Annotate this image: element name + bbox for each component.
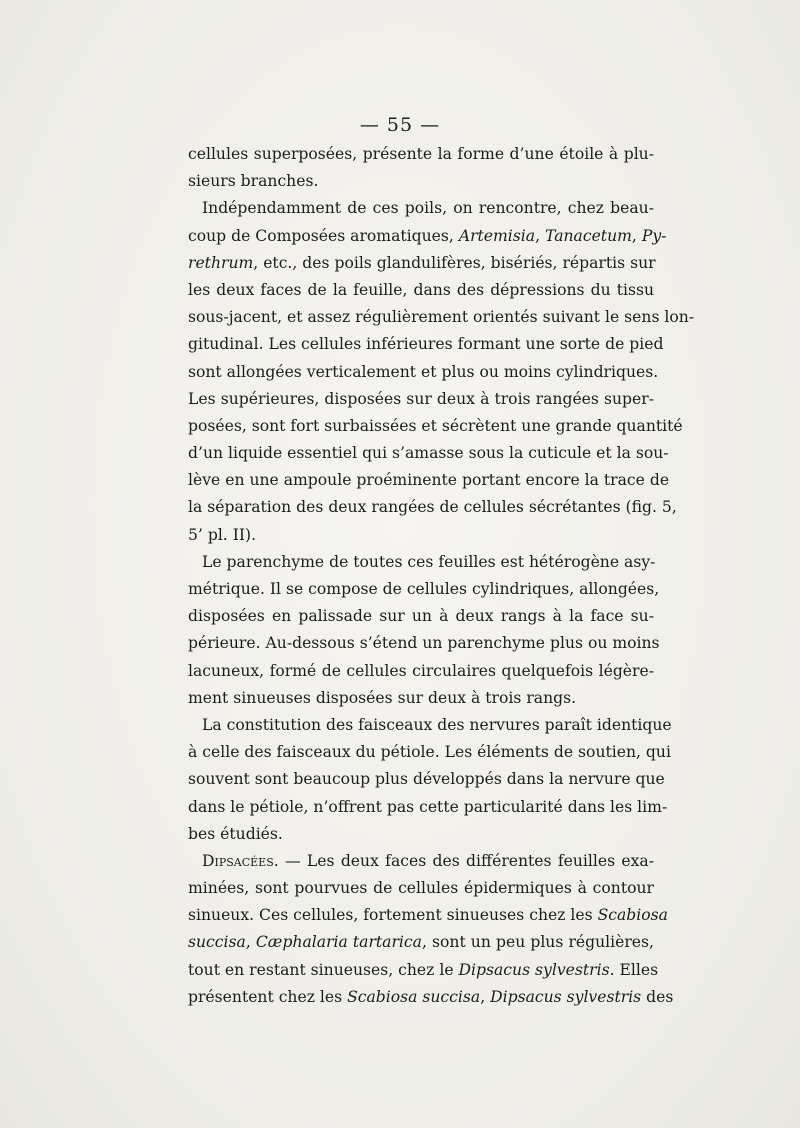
text-run: coup de Composées aromatiques, bbox=[188, 226, 459, 245]
body-text bbox=[188, 141, 695, 1011]
text-line bbox=[188, 902, 668, 929]
text-run: sinueux. Ces cellules, fortement sinueuses chez les bbox=[188, 906, 598, 925]
text-line bbox=[188, 766, 665, 793]
text-line bbox=[188, 386, 654, 413]
text-line bbox=[188, 576, 660, 603]
text-run: La constitution des faisceaux des nervures paraît identique bbox=[202, 715, 672, 734]
text-line bbox=[188, 467, 670, 494]
text-line bbox=[188, 549, 654, 576]
text-run: gitudinal. Les cellules inférieures formant une sorte de pied bbox=[188, 335, 664, 354]
italic-run: Dipsacus sylvestris bbox=[458, 960, 610, 979]
text-run: posées, sont fort surbaissées et sécrètent une grande quantité bbox=[188, 416, 683, 435]
text-line bbox=[188, 522, 654, 549]
text-run: . Elles bbox=[609, 960, 659, 979]
text-run: à celle des faisceaux du pétiole. Les éléments de soutien, qui bbox=[188, 743, 671, 762]
text-run: ment sinueuses disposées sur deux à trois rangs. bbox=[188, 688, 577, 707]
text-run: Les supérieures, disposées sur deux à trois rangées super- bbox=[188, 389, 654, 408]
text-run: Le parenchyme de toutes ces feuilles est hétérogène asy- bbox=[202, 552, 656, 571]
text-run: Indépendamment de ces poils, on rencontre, chez beau- bbox=[202, 199, 654, 218]
text-line bbox=[188, 848, 654, 875]
text-line bbox=[188, 494, 677, 521]
text-run: , bbox=[631, 226, 642, 245]
text-line bbox=[188, 359, 659, 386]
italic-run: Cæphalaria tartarica bbox=[255, 933, 422, 952]
text-run: dans le pétiole, n’offrent pas cette particularité dans les lim- bbox=[188, 797, 668, 816]
text-run: , bbox=[245, 933, 256, 952]
italic-run: Py- bbox=[641, 226, 667, 245]
text-line bbox=[188, 413, 683, 440]
text-run: présentent chez les bbox=[188, 987, 348, 1006]
text-run: bes étudiés. bbox=[188, 824, 283, 843]
italic-run: Scabiosa bbox=[597, 906, 668, 925]
italic-run: Artemisia bbox=[458, 226, 536, 245]
small-caps-run: Dipsacées bbox=[202, 851, 274, 870]
italic-run: Dipsacus sylvestris bbox=[490, 987, 642, 1006]
italic-run: succisa bbox=[188, 933, 246, 952]
text-run: , bbox=[480, 987, 491, 1006]
text-run: 5’ pl. II). bbox=[188, 525, 257, 544]
text-run: disposées en palissade sur un à deux rangs à la face su- bbox=[188, 607, 654, 626]
text-run: périeure. Au-dessous s’étend un parenchyme plus ou moins bbox=[188, 634, 660, 653]
text-run: minées, sont pourvues de cellules épidermiques à contour bbox=[188, 879, 654, 898]
text-run: cellules superposées, présente la forme d’une étoile à plu- bbox=[188, 145, 654, 163]
text-line bbox=[188, 141, 654, 168]
text-run: tout en restant sinueuses, chez le bbox=[188, 960, 459, 979]
italic-run: Tanacetum bbox=[545, 226, 632, 245]
text-line bbox=[188, 440, 669, 467]
italic-run: Scabiosa succisa bbox=[347, 987, 481, 1006]
text-run: lacuneux, formé de cellules circulaires quelquefois légère- bbox=[188, 661, 654, 680]
text-run: d’un liquide essentiel qui s’amasse sous la cuticule et la sou- bbox=[188, 444, 669, 463]
text-line bbox=[188, 712, 672, 739]
text-run: sont allongées verticalement et plus ou moins cylindriques. bbox=[188, 362, 659, 381]
text-line bbox=[188, 875, 654, 902]
text-line bbox=[188, 821, 654, 848]
italic-run: rethrum bbox=[188, 253, 254, 272]
text-line bbox=[188, 331, 664, 358]
text-line bbox=[188, 603, 654, 630]
text-line bbox=[188, 929, 654, 956]
text-line bbox=[188, 168, 654, 195]
text-run: . — Les deux faces des différentes feuilles exa- bbox=[273, 851, 654, 870]
text-line bbox=[188, 223, 667, 250]
text-line bbox=[188, 630, 660, 657]
text-run: métrique. Il se compose de cellules cylindriques, allongées, bbox=[188, 580, 660, 598]
text-line bbox=[188, 658, 654, 685]
text-line bbox=[188, 195, 654, 222]
text-run: les deux faces de la feuille, dans des dépressions du tissu bbox=[188, 280, 654, 299]
text-line bbox=[188, 277, 654, 304]
text-run: , sont un peu plus régulières, bbox=[421, 933, 654, 952]
text-line bbox=[188, 984, 674, 1011]
text-line bbox=[188, 685, 654, 712]
text-line bbox=[188, 957, 659, 984]
text-run: souvent sont beaucoup plus développés dans la nervure que bbox=[188, 770, 665, 789]
text-run: sous-jacent, et assez régulièrement orientés suivant le sens lon- bbox=[188, 308, 695, 327]
text-run: des bbox=[641, 987, 674, 1006]
text-line bbox=[188, 794, 668, 821]
text-line bbox=[188, 304, 695, 331]
text-run: lève en une ampoule proéminente portant encore la trace de bbox=[188, 471, 670, 490]
text-run: sieurs branches. bbox=[188, 172, 319, 191]
text-run: , etc., des poils glandulifères, bisériés, répartis sur bbox=[253, 253, 656, 272]
text-line bbox=[188, 250, 654, 277]
text-run: la séparation des deux rangées de cellules sécrétantes (fig. 5, bbox=[188, 498, 677, 517]
text-line bbox=[188, 739, 671, 766]
text-run: , bbox=[535, 226, 546, 245]
page-number: — 55 — bbox=[359, 114, 441, 136]
